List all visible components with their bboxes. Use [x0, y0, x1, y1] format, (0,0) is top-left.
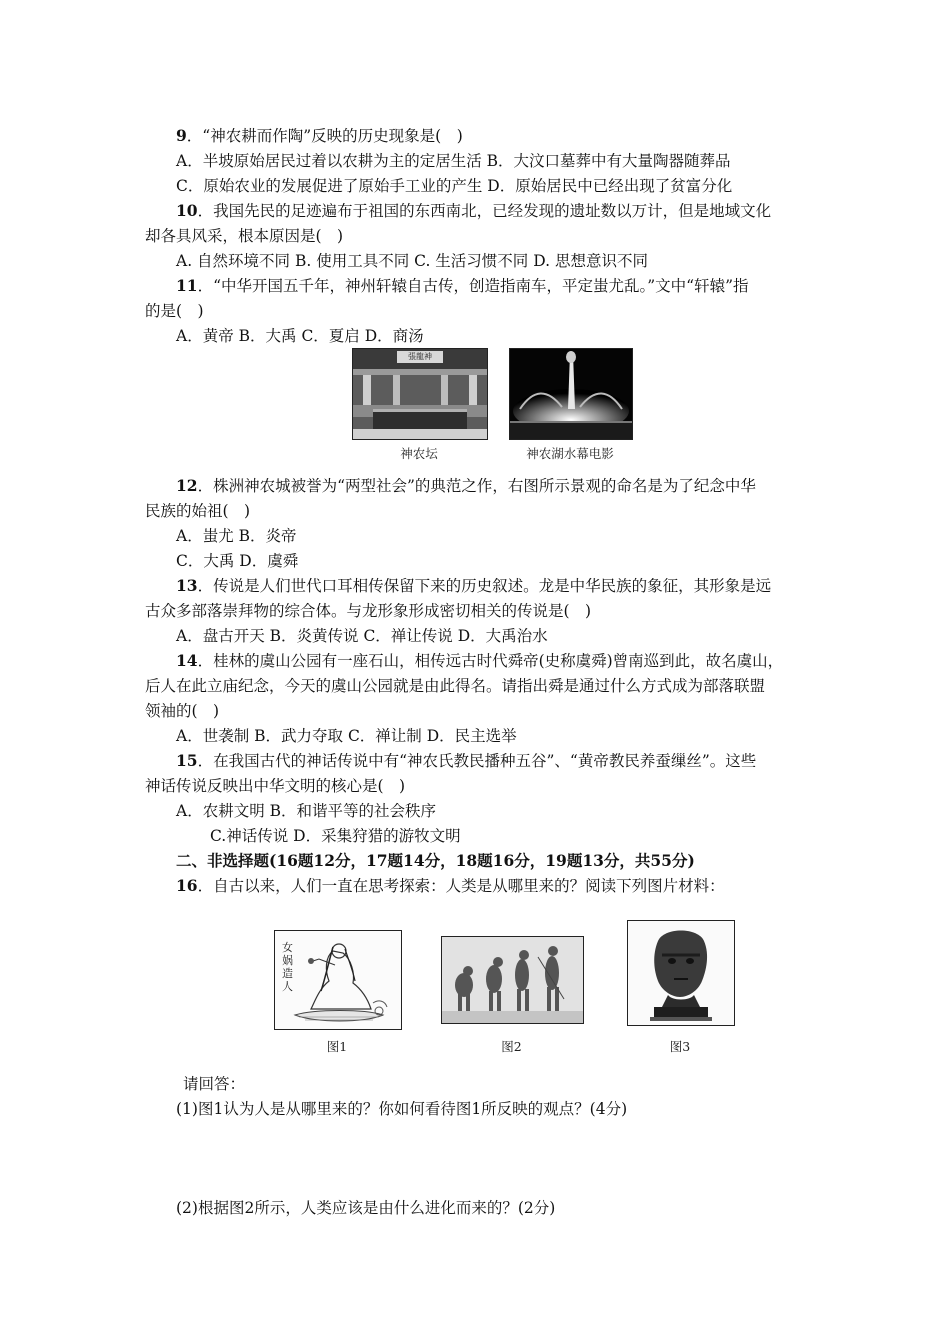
figure-3-bust [627, 920, 735, 1026]
q15-stem-line2: 神话传说反映出中华文明的核心是( ) [145, 777, 406, 795]
q16-prompt: 请回答： [183, 1075, 246, 1093]
q16-sub2: (2)根据图2所示，人类应该是由什么进化而来的？(2分) [176, 1199, 556, 1217]
q12-stem-line2: 民族的始祖( ) [145, 502, 251, 520]
figure-1-label: 女娲造人 [282, 941, 293, 993]
q14-stem-line3: 领袖的( ) [145, 702, 220, 720]
q15-options-cd: C.神话传说 D．采集狩猎的游牧文明 [210, 827, 461, 845]
q10-stem-line1: 10．我国先民的足迹遍布于祖国的东西南北，已经发现的遗址数以万计，但是地域文化 [176, 201, 772, 220]
q16-stem: 16．自古以来，人们一直在思考探索：人类是从哪里来的？阅读下列图片材料： [176, 876, 725, 895]
q15-options-ab: A．农耕文明 B．和谐平等的社会秩序 [176, 802, 437, 820]
q12-stem-line1: 12．株洲神农城被誉为“两型社会”的典范之作，右图所示景观的命名是为了纪念中华 [176, 476, 756, 495]
water-curtain-caption: 神农湖水幕电影 [526, 446, 614, 461]
q16-sub1: (1)图1认为人是从哪里来的？你如何看待图1所反映的观点？(4分) [176, 1100, 628, 1118]
q14-stem-line1: 14．桂林的虞山公园有一座石山，相传远古时代舜帝(史称虞舜)曾南巡到此，故名虞山， [176, 651, 784, 670]
shennong-altar-photo [352, 348, 488, 440]
figure-2-evolution [441, 936, 584, 1024]
q11-stem-line1: 11．“中华开国五千年，神州轩辕自古传，创造指南车，平定蚩尤乱。”文中“轩辕”指 [176, 276, 749, 295]
q9-stem: 9．“神农耕而作陶”反映的历史现象是( ) [176, 126, 463, 145]
q9-options-cd: C．原始农业的发展促进了原始手工业的产生 D．原始居民中已经出现了贫富分化 [176, 177, 733, 195]
figure-1-caption: 图1 [326, 1039, 348, 1054]
q14-stem-line2: 后人在此立庙纪念，今天的虞山公园就是由此得名。请指出舜是通过什么方式成为部落联盟 [145, 677, 766, 695]
q12-options-cd: C．大禹 D．虞舜 [176, 552, 299, 570]
q13-stem-line2: 古众多部落崇拜物的综合体。与龙形象形成密切相关的传说是( ) [145, 602, 592, 620]
q15-stem-line1: 15．在我国古代的神话传说中有“神农氏教民播种五谷”、“黄帝教民养蚕缫丝”。这些 [176, 751, 757, 770]
shennong-altar-caption: 神农坛 [400, 446, 438, 461]
q14-options: A．世袭制 B．武力夺取 C．禅让制 D．民主选举 [176, 727, 517, 745]
section-2-title: 二、非选择题(16题12分，17题14分，18题16分，19题13分，共55分) [176, 851, 695, 870]
q10-stem-line2: 却各具风采，根本原因是( ) [145, 227, 344, 245]
figure-3-caption: 图3 [669, 1039, 691, 1054]
q11-stem-line2: 的是( ) [145, 302, 204, 320]
q10-options: A. 自然环境不同 B. 使用工具不同 C. 生活习惯不同 D. 思想意识不同 [176, 252, 648, 270]
figure-1-nuwa [274, 930, 402, 1030]
q11-options: A．黄帝 B．大禹 C．夏启 D．商汤 [176, 327, 424, 345]
q13-options: A．盘古开天 B．炎黄传说 C．禅让传说 D．大禹治水 [176, 627, 548, 645]
altar-sign: 張龍神 [408, 352, 432, 361]
water-curtain-photo [509, 348, 633, 440]
q13-stem-line1: 13．传说是人们世代口耳相传保留下来的历史叙述。龙是中华民族的象征，其形象是远 [176, 576, 772, 595]
q12-options-ab: A．蚩尤 B．炎帝 [176, 527, 297, 545]
q9-options-ab: A．半坡原始居民过着以农耕为主的定居生活 B．大汶口墓葬中有大量陶器随葬品 [176, 152, 731, 170]
figure-2-caption: 图2 [501, 1039, 522, 1054]
